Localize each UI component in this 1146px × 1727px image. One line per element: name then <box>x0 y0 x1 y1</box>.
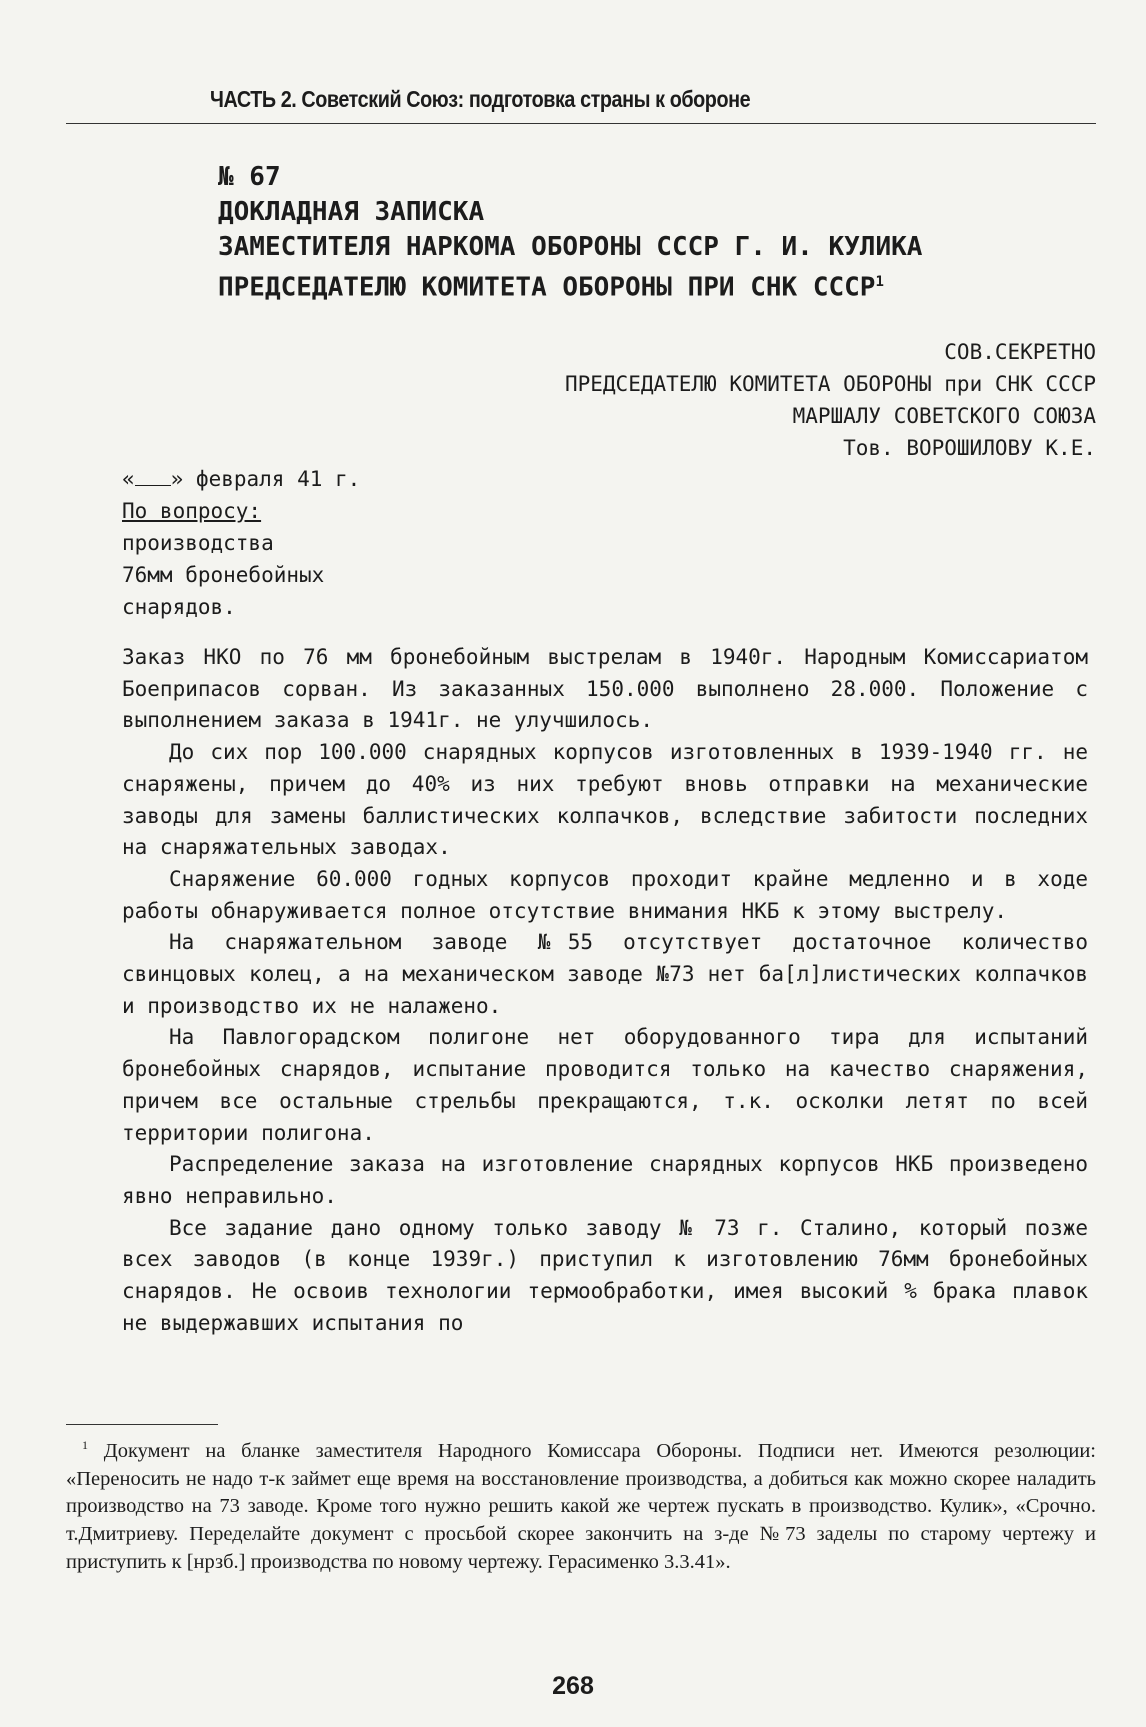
date-blank <box>135 467 171 486</box>
addressee-block <box>565 336 1096 464</box>
page-number: 268 <box>552 1672 594 1700</box>
subject-line: производства <box>122 531 274 555</box>
body-paragraph: На снаряжательном заводе №55 отсутствует достаточное количество свинцовых колец, а на механическом заводе №73 нет ба[л]листических колпачков и производство их не налажено. <box>122 930 1088 1018</box>
subject-line: 76мм бронебойных <box>122 563 325 587</box>
classification-stamp: СОВ.СЕКРЕТНО <box>944 340 1096 364</box>
document-type: ДОКЛАДНАЯ ЗАПИСКА <box>218 197 485 227</box>
footnote-divider <box>66 1424 218 1425</box>
body-paragraph: Снаряжение 60.000 годных корпусов проходит крайне медленно и в ходе работы обнаруживается полное отсутствие внимания НКБ к этому выстрелу. <box>122 866 1088 923</box>
addressee-line: МАРШАЛУ СОВЕТСКОГО СОЮЗА <box>792 404 1096 428</box>
footnote <box>66 1432 1096 1577</box>
footnote-text: Документ на бланке заместителя Народного Комиссара Обороны. Подписи нет. Имеются резолюции: «Переносить не надо т-к займет еще время на восстановление производства, а добиться как можно скорее наладить производство на 73 заводе. Кроме того нужно решить какой же чертеж пускать в производство. Кулик», «Срочно. т.Дмитриеву. Переделайте документ с просьбой скорее закончить на з-де №73 заделы по старому чертежу и приступить к [нрзб.] производства по новому чертежу. Герасименко 3.3.41». <box>66 1439 1096 1574</box>
document-number: № 67 <box>218 162 281 192</box>
body-paragraph: На Павлогорадском полигоне нет оборудованного тира для испытаний бронебойных снарядов, испытание проводится только на качество снаряжения, причем все остальные стрельбы прекращаются, т.к. осколки летят по всей территории полигона. <box>122 1025 1088 1145</box>
addressee-line: Тов. ВОРОШИЛОВУ К.Е. <box>843 436 1096 460</box>
document-recipient-text: ПРЕДСЕДАТЕЛЮ КОМИТЕТА ОБОРОНЫ ПРИ СНК СССР <box>218 272 876 303</box>
document-heading <box>218 160 922 306</box>
date-open-quote: « <box>122 467 135 491</box>
body-paragraph: Распределение заказа на изготовление снарядных корпусов НКБ произведено явно неправильно. <box>122 1152 1088 1208</box>
date-text: » февраля 41 г. <box>170 467 361 491</box>
document-date <box>122 463 360 495</box>
heading-footnote-mark: 1 <box>875 274 884 290</box>
subject-label: По вопросу: <box>122 499 262 523</box>
date-subject-block <box>122 463 360 623</box>
header-divider <box>66 123 1096 124</box>
body-paragraph: Заказ НКО по 76 мм бронебойным выстрелам в 1940г. Народным Комиссариатом Боеприпасов сорван. Из заказанных 150.000 выполнено 28.000. Положение с выполнением заказа в 1941г. не улучшилось. <box>122 645 1088 733</box>
body-paragraph: До сих пор 100.000 снарядных корпусов изготовленных в 1939-1940 гг. не снаряжены, причем до 40% из них требуют вновь отправки на механические заводы для замены баллистических колпачков, вследствие забитости последних на снаряжательных заводах. <box>122 740 1088 860</box>
subject-line: снарядов. <box>122 595 236 619</box>
running-header: ЧАСТЬ 2. Советский Союз: подготовка страны к обороне <box>210 86 751 112</box>
footnote-mark: 1 <box>82 1438 88 1452</box>
document-author: ЗАМЕСТИТЕЛЯ НАРКОМА ОБОРОНЫ СССР Г. И. КУЛИКА <box>218 232 923 262</box>
document-recipient <box>218 265 922 306</box>
body-text <box>122 642 1088 1339</box>
addressee-line: ПРЕДСЕДАТЕЛЮ КОМИТЕТА ОБОРОНЫ при СНК СССР <box>564 372 1096 396</box>
body-paragraph: Все задание дано одному только заводу № 73 г. Сталино, который позже всех заводов (в конце 1939г.) приступил к изготовлению 76мм бронебойных снарядов. Не освоив технологии термообработки, имея высокий % брака плавок не выдержавших испытания по <box>122 1215 1088 1335</box>
